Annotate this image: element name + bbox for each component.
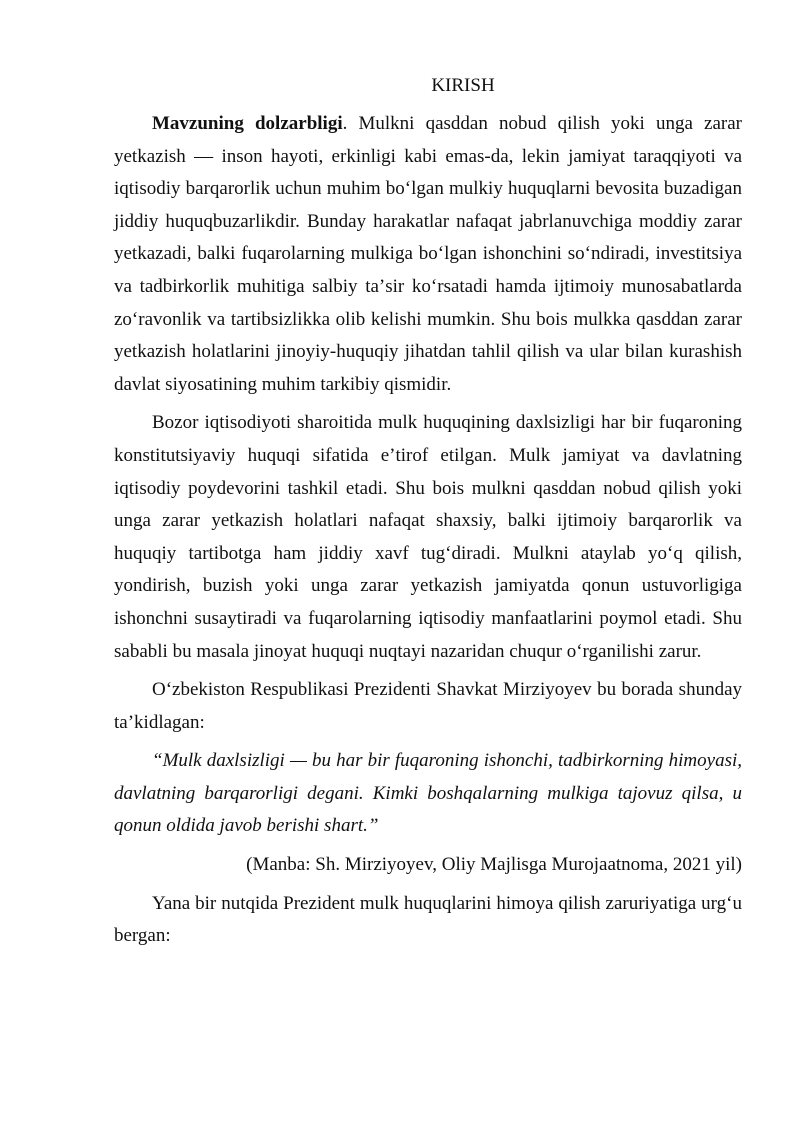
quote-source: (Manba: Sh. Mirziyoyev, Oliy Majlisga Murojaatnoma, 2021 yil) <box>246 854 742 876</box>
section-heading: KIRISH <box>431 75 495 96</box>
relevance-lead: Mavzuning dolzarbligi <box>152 113 343 134</box>
document-body <box>114 70 742 953</box>
president-quote: “Mulk daxlsizligi — bu har bir fuqaroning ishonchi, tadbirkorning himoyasi, davlatning barqarorligi degani. Kimki boshqalarning mulkiga tajovuz qilsa, u qonun oldida javob berishi shart.” <box>114 750 742 837</box>
paragraph-president-intro: Oʻzbekiston Respublikasi Prezidenti Shavkat Mirziyoyev bu borada shunday taʼkidlagan: <box>114 679 742 733</box>
relevance-text: . Mulkni qasddan nobud qilish yoki unga zarar yetkazish — inson hayoti, erkinligi kabi emas-da, lekin jamiyat taraqqiyoti va iqtisodiy barqarorlik uchun muhim boʻlgan mulkiy huquqlarni bevosita buzadigan jiddiy huquqbuzarlikdir. Bunday harakatlar nafaqat jabrlanuvchiga moddiy zarar yetkazadi, balki fuqarolarning mulkiga boʻlgan ishonchini soʻndiradi, investitsiya va tadbirkorlik muhitiga salbiy taʼsir koʻrsatadi hamda ijtimoiy munosabatlarda zoʻravonlik va tartibsizlikka olib kelishi mumkin. Shu bois mulkka qasddan zarar yetkazish holatlarini jinoyiy-huquqiy jihatdan tahlil qilish va ular bilan kurashish davlat siyosatining muhim tarkibiy qismidir. <box>114 113 742 395</box>
paragraph-relevance <box>114 108 742 401</box>
paragraph-market-economy: Bozor iqtisodiyoti sharoitida mulk huquqining daxlsizligi har bir fuqaroning konstitutsiyaviy huquqi sifatida eʼtirof etilgan. Mulk jamiyat va davlatning iqtisodiy poydevorini tashkil etadi. Shu bois mulkni qasddan nobud qilish yoki unga zarar yetkazish holatlari nafaqat shaxsiy, balki ijtimoiy barqarorlik va huquqiy tartibotga ham jiddiy xavf tugʻdiradi. Mulkni ataylab yoʻq qilish, yondirish, buzish yoki unga zarar yetkazish jamiyatda qonun ustuvorligiga ishonchni susaytiradi va fuqarolarning iqtisodiy manfaatlarini poymol etadi. Shu sababli bu masala jinoyat huquqi nuqtayi nazaridan chuqur oʻrganilishi zarur. <box>114 412 742 662</box>
paragraph-another-speech: Yana bir nutqida Prezident mulk huquqlarini himoya qilish zaruriyatiga urgʻu bergan: <box>114 892 742 947</box>
